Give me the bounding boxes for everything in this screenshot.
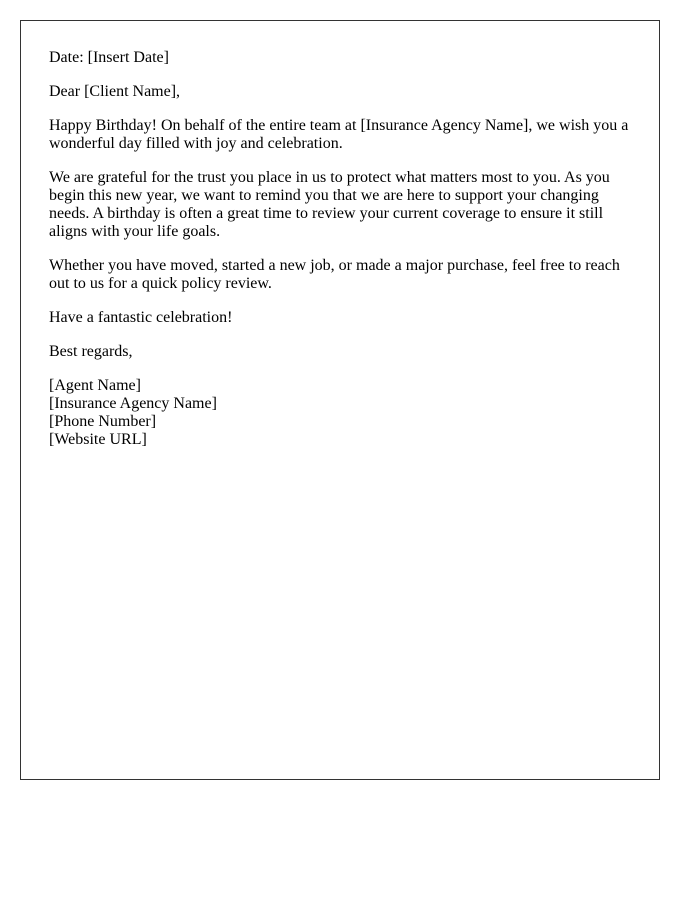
celebration-paragraph: Have a fantastic celebration! — [49, 309, 233, 326]
signature-agent-name: [Agent Name] — [49, 377, 141, 394]
signature-agency-name: [Insurance Agency Name] — [49, 395, 217, 412]
gratitude-paragraph: We are grateful for the trust you place in us to protect what matters most to you. As you begin this new year, we want to remind you that we are here to support your changing needs. A birthday is often a great time to review your current coverage to ensure it still aligns with your life goals. — [49, 169, 610, 240]
salutation: Dear [Client Name], — [49, 83, 181, 100]
letter-container — [20, 20, 660, 780]
date-line: Date: [Insert Date] — [49, 49, 169, 66]
closing: Best regards, — [49, 343, 133, 360]
signature-phone-number: [Phone Number] — [49, 413, 157, 430]
signature-block — [49, 377, 631, 449]
policy-review-paragraph: Whether you have moved, started a new job, or made a major purchase, feel free to reach out to us for a quick policy review. — [49, 257, 620, 292]
signature-website-url: [Website URL] — [49, 431, 147, 448]
birthday-greeting-paragraph: Happy Birthday! On behalf of the entire team at [Insurance Agency Name], we wish you a wonderful day filled with joy and celebration. — [49, 117, 629, 152]
